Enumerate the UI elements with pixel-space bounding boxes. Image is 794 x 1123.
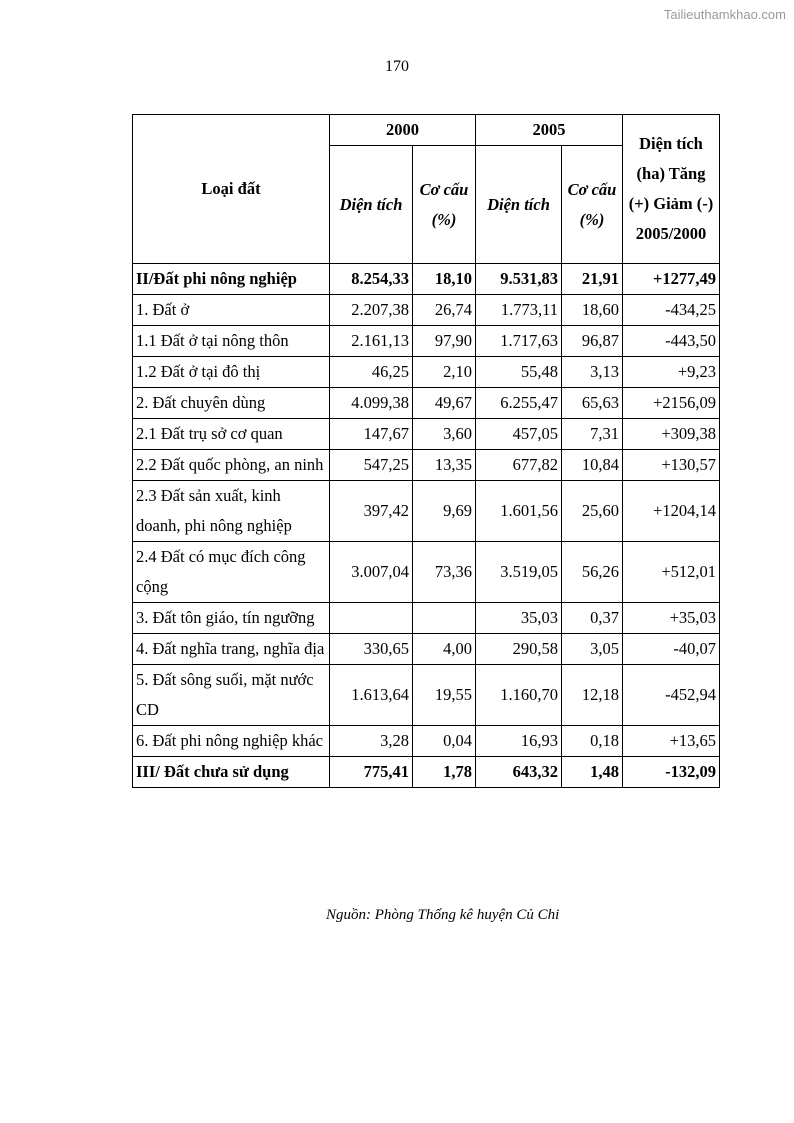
area-2005: 55,48 <box>476 357 562 388</box>
area-2005: 1.773,11 <box>476 295 562 326</box>
share-2000: 97,90 <box>413 326 476 357</box>
area-change: -40,07 <box>623 634 720 665</box>
row-label: 3. Đất tôn giáo, tín ngưỡng <box>133 603 330 634</box>
area-2000: 3.007,04 <box>330 542 413 603</box>
area-2000: 8.254,33 <box>330 264 413 295</box>
share-2000: 3,60 <box>413 419 476 450</box>
share-2000: 49,67 <box>413 388 476 419</box>
area-change: +309,38 <box>623 419 720 450</box>
share-2005: 3,05 <box>562 634 623 665</box>
header-area-2000: Diện tích <box>330 146 413 264</box>
area-2005: 9.531,83 <box>476 264 562 295</box>
share-2000: 4,00 <box>413 634 476 665</box>
row-label: 4. Đất nghĩa trang, nghĩa địa <box>133 634 330 665</box>
table-row <box>133 264 720 295</box>
share-2005: 0,18 <box>562 726 623 757</box>
table-row <box>133 542 720 603</box>
area-change: -452,94 <box>623 665 720 726</box>
area-change: +13,65 <box>623 726 720 757</box>
share-2005: 10,84 <box>562 450 623 481</box>
table-row <box>133 757 720 788</box>
area-2000: 547,25 <box>330 450 413 481</box>
area-2005: 35,03 <box>476 603 562 634</box>
area-change: +512,01 <box>623 542 720 603</box>
area-2000: 147,67 <box>330 419 413 450</box>
header-year-2000: 2000 <box>330 115 476 146</box>
row-label: II/Đất phi nông nghiệp <box>133 264 330 295</box>
area-2005: 6.255,47 <box>476 388 562 419</box>
area-2000: 775,41 <box>330 757 413 788</box>
area-2005: 1.717,63 <box>476 326 562 357</box>
header-year-2005: 2005 <box>476 115 623 146</box>
table-row <box>133 357 720 388</box>
area-2005: 3.519,05 <box>476 542 562 603</box>
header-category: Loại đất <box>133 115 330 264</box>
area-2000: 330,65 <box>330 634 413 665</box>
share-2000: 73,36 <box>413 542 476 603</box>
row-label: 5. Đất sông suối, mặt nước CD <box>133 665 330 726</box>
table-row <box>133 326 720 357</box>
table-row <box>133 634 720 665</box>
area-change: -443,50 <box>623 326 720 357</box>
share-2000: 0,04 <box>413 726 476 757</box>
share-2000: 18,10 <box>413 264 476 295</box>
area-2005: 290,58 <box>476 634 562 665</box>
share-2005: 65,63 <box>562 388 623 419</box>
area-2000: 2.207,38 <box>330 295 413 326</box>
area-change: +1277,49 <box>623 264 720 295</box>
table-row <box>133 388 720 419</box>
row-label: 1. Đất ở <box>133 295 330 326</box>
share-2000: 9,69 <box>413 481 476 542</box>
area-2005: 1.601,56 <box>476 481 562 542</box>
area-change: -434,25 <box>623 295 720 326</box>
table-row <box>133 726 720 757</box>
share-2000: 19,55 <box>413 665 476 726</box>
table-row <box>133 419 720 450</box>
share-2005: 18,60 <box>562 295 623 326</box>
share-2005: 7,31 <box>562 419 623 450</box>
row-label: 6. Đất phi nông nghiệp khác <box>133 726 330 757</box>
area-change: +2156,09 <box>623 388 720 419</box>
share-2005: 25,60 <box>562 481 623 542</box>
area-2000: 1.613,64 <box>330 665 413 726</box>
area-2000: 2.161,13 <box>330 326 413 357</box>
area-2000: 4.099,38 <box>330 388 413 419</box>
area-2000 <box>330 603 413 634</box>
row-label: 2.4 Đất có mục đích công cộng <box>133 542 330 603</box>
source-note: Nguồn: Phòng Thống kê huyện Củ Chi <box>326 907 560 923</box>
area-2000: 46,25 <box>330 357 413 388</box>
area-2000: 3,28 <box>330 726 413 757</box>
row-label: 2. Đất chuyên dùng <box>133 388 330 419</box>
area-change: +35,03 <box>623 603 720 634</box>
header-share-2000: Cơ cấu (%) <box>413 146 476 264</box>
table-row <box>133 295 720 326</box>
row-label: 2.3 Đất sản xuất, kinh doanh, phi nông nghiệp <box>133 481 330 542</box>
row-label: III/ Đất chưa sử dụng <box>133 757 330 788</box>
area-change: +9,23 <box>623 357 720 388</box>
row-label: 2.2 Đất quốc phòng, an ninh <box>133 450 330 481</box>
share-2000: 13,35 <box>413 450 476 481</box>
share-2005: 21,91 <box>562 264 623 295</box>
share-2005: 56,26 <box>562 542 623 603</box>
table-row <box>133 603 720 634</box>
share-2005: 12,18 <box>562 665 623 726</box>
area-2005: 457,05 <box>476 419 562 450</box>
share-2005: 1,48 <box>562 757 623 788</box>
share-2005: 3,13 <box>562 357 623 388</box>
table-row <box>133 450 720 481</box>
share-2000: 26,74 <box>413 295 476 326</box>
share-2005: 0,37 <box>562 603 623 634</box>
area-change: +1204,14 <box>623 481 720 542</box>
share-2000: 1,78 <box>413 757 476 788</box>
watermark: Tailieuthamkhao.com <box>663 7 786 22</box>
share-2005: 96,87 <box>562 326 623 357</box>
area-2000: 397,42 <box>330 481 413 542</box>
area-2005: 643,32 <box>476 757 562 788</box>
table-row <box>133 481 720 542</box>
header-area-2005: Diện tích <box>476 146 562 264</box>
area-change: -132,09 <box>623 757 720 788</box>
area-2005: 16,93 <box>476 726 562 757</box>
table-row <box>133 665 720 726</box>
row-label: 1.1 Đất ở tại nông thôn <box>133 326 330 357</box>
land-use-table <box>132 114 720 788</box>
header-change: Diện tích (ha) Tăng (+) Giảm (-) 2005/2000 <box>623 115 720 264</box>
share-2000: 2,10 <box>413 357 476 388</box>
area-2005: 1.160,70 <box>476 665 562 726</box>
page-number: 170 <box>385 58 409 75</box>
row-label: 2.1 Đất trụ sở cơ quan <box>133 419 330 450</box>
area-change: +130,57 <box>623 450 720 481</box>
row-label: 1.2 Đất ở tại đô thị <box>133 357 330 388</box>
header-share-2005: Cơ cấu (%) <box>562 146 623 264</box>
table-body <box>133 264 720 788</box>
share-2000 <box>413 603 476 634</box>
area-2005: 677,82 <box>476 450 562 481</box>
